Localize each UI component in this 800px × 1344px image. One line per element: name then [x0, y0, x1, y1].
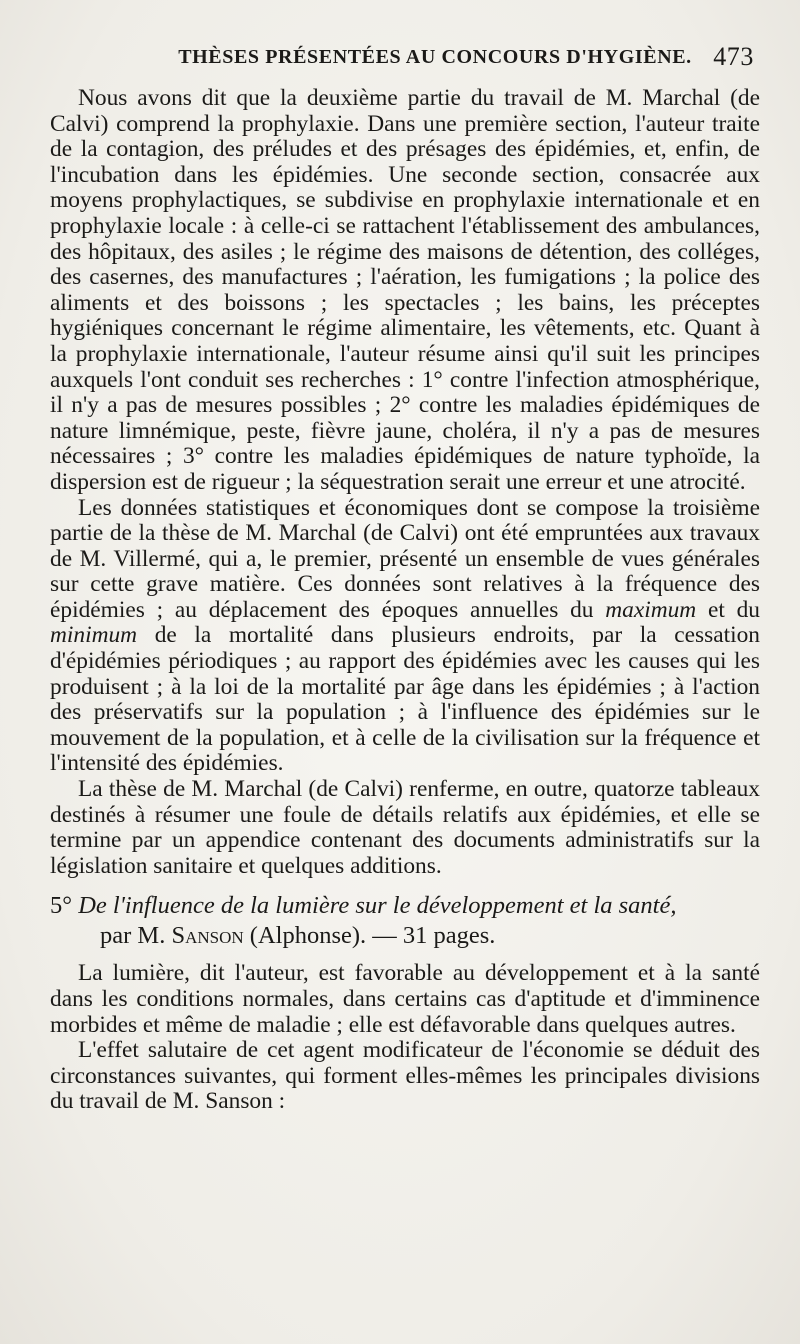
section-title: De l'influence de la lumière sur le développement et la santé, — [78, 892, 677, 920]
running-title: THÈSES PRÉSENTÉES AU CONCOURS D'HYGIÈNE. — [178, 46, 692, 68]
section-author-given: (Alphonse). — [249, 922, 367, 950]
body-text — [50, 86, 760, 1115]
paragraph-lumiere: La lumière, dit l'auteur, est favorable au développement et à la santé dans les conditions normales, dans certains cas d'aptitude et d'imminence morbides et même de maladie ; elle est défavorable dans quelques autres. — [50, 960, 760, 1038]
paragraph-effet-salutaire: L'effet salutaire de cet agent modificateur de l'économie se déduit des circonstances suivantes, qui forment elles-mêmes les principales divisions du travail de M. Sanson : — [50, 1037, 760, 1115]
italic-term: minimum — [50, 622, 138, 649]
section-heading — [50, 891, 760, 951]
paragraph-donnees-statistiques — [50, 496, 760, 778]
paragraph-text: et du — [696, 596, 760, 623]
paragraph-prophylaxie: Nous avons dit que la deuxième partie du travail de M. Marchal (de Calvi) comprend la prophylaxie. Dans une première section, l'auteur traite de la contagion, des préludes et des présages des épidémies, et, enfin, de l'incubation dans les épidémies. Une seconde section, consacrée aux moyens prophylactiques, se subdivise en prophylaxie internationale et en prophylaxie locale : à celle-ci se rattachent l'établissement des ambulances, des hôpitaux, des asiles ; le régime des maisons de détention, des colléges, des casernes, des manufactures ; l'aération, les fumigations ; la police des aliments et des boissons ; les spectacles ; les bains, les préceptes hygiéniques concernant le régime alimentaire, les vêtements, etc. Quant à la prophylaxie internationale, l'auteur résume ainsi qu'il suit les principes auxquels l'ont conduit ses recherches : 1° contre l'infection atmosphérique, il n'y a pas de mesures possibles ; 2° contre les maladies épidémiques de nature limnémique, peste, fièvre jaune, choléra, il n'y a pas de mesures nécessaires ; 3° contre les maladies épidémiques de nature typhoïde, la dispersion est de rigueur ; la séquestration serait une erreur et une atrocité. — [50, 85, 760, 495]
italic-term: maximum — [605, 596, 697, 623]
section-pages: — 31 pages. — [372, 922, 496, 950]
running-head — [50, 36, 760, 86]
section-heading-author-line — [50, 921, 760, 951]
paragraph-tableaux: La thèse de M. Marchal (de Calvi) renferme, en outre, quatorze tableaux destinés à résumer une foule de détails relatifs aux épidémies, et elle se termine par un appendice contenant des documents administratifs sur la législation sanitaire et quelques additions. — [50, 776, 760, 879]
section-number: 5° — [50, 892, 73, 920]
page-number: 473 — [713, 42, 754, 71]
section-by: par M. — [100, 922, 166, 950]
paragraph-text: Les données statistiques et économiques dont se compose la troisième partie de la thèse de M. Marchal (de Calvi) ont été empruntées aux travaux de M. Villermé, qui a, le premier, présenté un ensemble de vues générales sur cette grave matière. Ces données sont relatives à la fréquence des épidémies ; au déplacement des époques annuelles du — [50, 494, 760, 623]
section-heading-title-line — [50, 891, 760, 921]
paragraph-text: de la mortalité dans plusieurs endroits, par la cessation d'épidémies périodiques ; au rapport des épidémies avec les causes qui les produisent ; à la loi de la mortalité par âge dans les épidémies ; à l'action des préservatifs sur la population ; à l'influence des épidémies sur le mouvement de la population, et à celle de la civilisation sur la fréquence et l'intensité des épidémies. — [50, 622, 760, 777]
section-author-surname: Sanson — [171, 922, 244, 950]
